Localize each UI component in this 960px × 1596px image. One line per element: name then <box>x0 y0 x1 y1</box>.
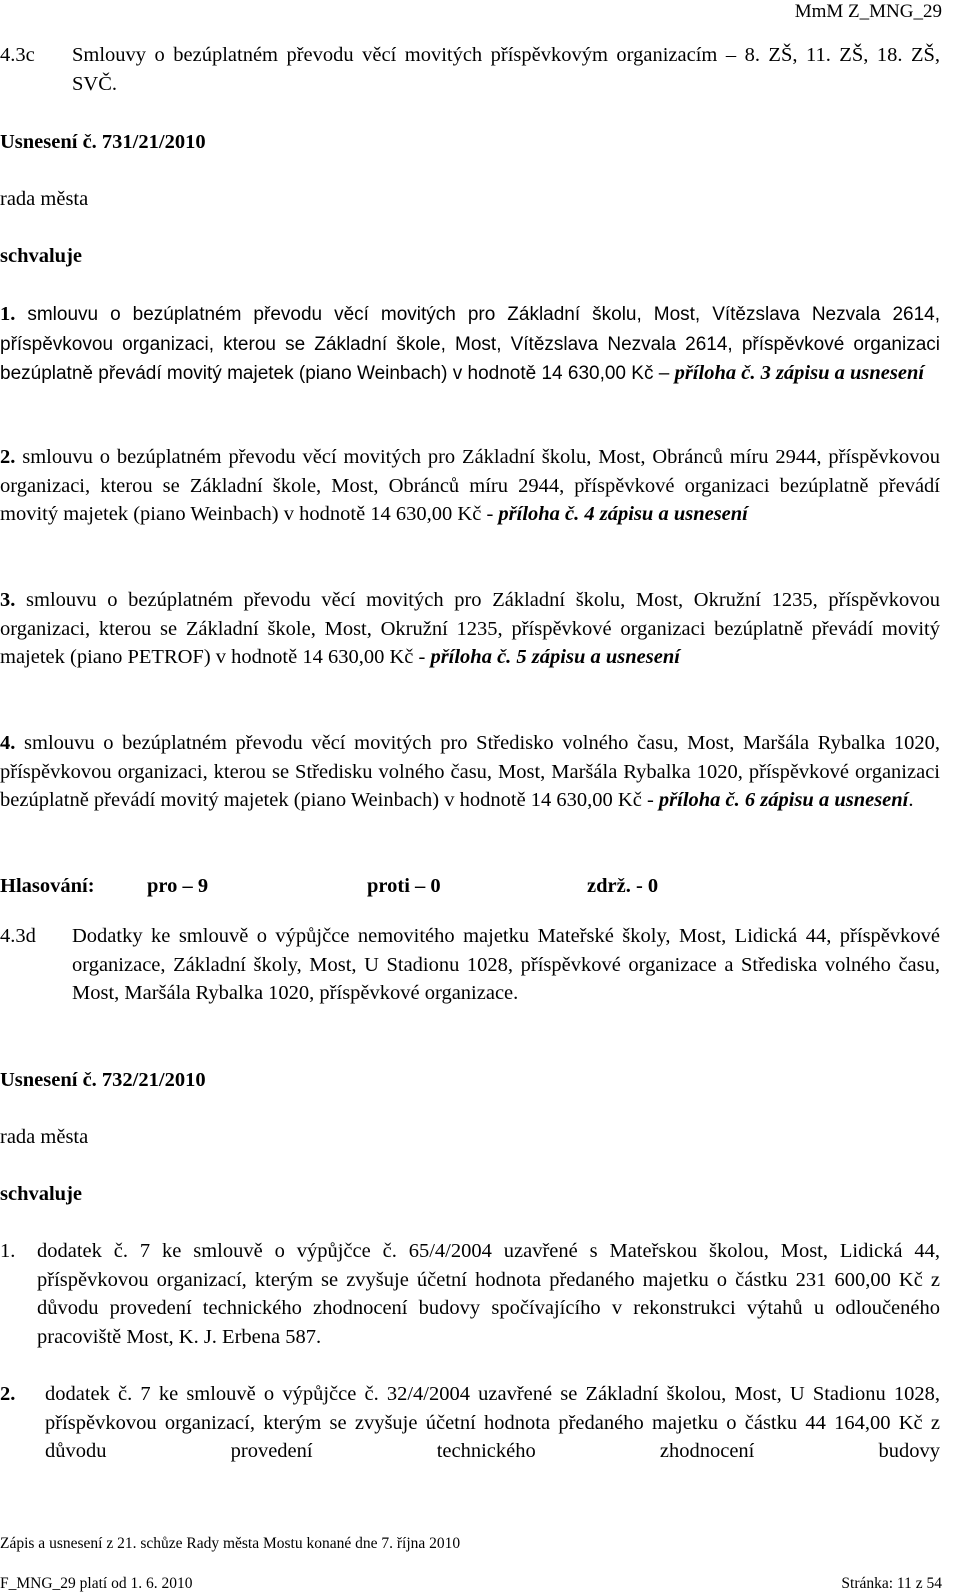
resolution-item-4 <box>0 729 940 815</box>
item-number: 4. <box>0 732 16 754</box>
section-title: Smlouvy o bezúplatném převodu věcí movitých příspěvkovým organizacím – 8. ZŠ, 11. ZŠ, 18. ZŠ, SVČ. <box>72 44 940 95</box>
item-text: dodatek č. 7 ke smlouvě o výpůjčce č. 65/4/2004 uzavřené s Mateřskou školou, Most, Lidická 44, příspěvkovou organizací, kterým se zvyšuje účetní hodnota předaného majetku o částku 231 600,00 Kč z důvodu provedení technického zhodnocení budovy spočívajícího v rekonstrukci výtahů u odloučeného pracoviště Most, K. J. Erbena 587. <box>37 1240 940 1348</box>
resolution-item-1 <box>0 300 940 389</box>
section-number: 4.3c <box>0 44 35 66</box>
item-text: dodatek č. 7 ke smlouvě o výpůjčce č. 32/4/2004 uzavřené se Základní školou, Most, U Stadionu 1028, příspěvkovou organizací, kterým se zvyšuje účetní hodnota předaného majetku o částku 44 164,00 Kč z důvodu provedení technického zhodnocení budovy <box>45 1383 940 1462</box>
vote-abstain: zdrž. - 0 <box>587 875 659 897</box>
resolution-body: rada města <box>0 188 89 210</box>
resolution-item-1 <box>0 1237 940 1351</box>
item-number: 3. <box>0 589 16 611</box>
vote-for: pro – 9 <box>147 875 209 897</box>
section-heading-4-3d <box>0 922 940 1038</box>
item-text: smlouvu o bezúplatném převodu věcí movitých pro Základní školu, Most, Obránců míru 2944, příspěvkovou organizaci, kterou se Základní škole, Most, Obránců míru 2944, příspěvkové organizaci bezúplatně převádí movitý majetek (piano Weinbach) v hodnotě 14 630,00 Kč - <box>0 446 940 525</box>
section-title: Dodatky ke smlouvě o výpůjčce nemovitého majetku Mateřské školy, Most, Lidická 44, příspěvkové organizace, Základní školy, Most, U Stadionu 1028, příspěvkové organizace a Střediska volného času, Most, Maršála Rybalka 1020, příspěvkové organizace. <box>72 925 940 1004</box>
footer-validity: F_MNG_29 platí od 1. 6. 2010 <box>0 1575 193 1592</box>
item-text: smlouvu o bezúplatném převodu věcí movitých pro Středisko volného času, Most, Maršála Rybalka 1020, příspěvkovou organizaci, kterou se Středisku volného času, Most, Maršála Rybalka 1020, příspěvkové organizaci bezúplatně převádí movitý majetek (piano Weinbach) v hodnotě 14 630,00 Kč - <box>0 732 940 811</box>
resolution-body: rada města <box>0 1126 89 1148</box>
resolution-label: Usnesení č. 731/21/2010 <box>0 131 206 153</box>
resolution-label: Usnesení č. 732/21/2010 <box>0 1069 206 1091</box>
item-number: 2. <box>0 1383 16 1405</box>
footer-minutes: Zápis a usnesení z 21. schůze Rady města Mostu konané dne 7. října 2010 <box>0 1535 461 1552</box>
attachment-ref: příloha č. 3 zápisu a usnesení <box>674 362 925 384</box>
page-number: Stránka: 11 z 54 <box>841 1575 942 1592</box>
resolution-verb: schvaluje <box>0 1183 82 1205</box>
section-number: 4.3d <box>0 925 36 947</box>
vote-label: Hlasování: <box>0 875 95 897</box>
resolution-item-2 <box>0 1380 940 1466</box>
item-text: smlouvu o bezúplatném převodu věcí movitých pro Základní školu, Most, Vítězslava Nezvala 2614, příspěvkovou organizaci, kterou se Základní škole, Most, Vítězslava Nezvala 2614, příspěvkové organizaci bezúplatně převádí movitý majetek (piano Weinbach) v hodnotě 14 630,00 Kč – <box>0 304 940 384</box>
item-number: 1. <box>0 1240 16 1262</box>
resolution-item-2 <box>0 443 940 529</box>
item-tail: . <box>908 789 914 811</box>
item-number: 2. <box>0 446 16 468</box>
section-heading-4-3c <box>0 41 940 99</box>
document-code: MmM Z_MNG_29 <box>794 1 942 22</box>
resolution-verb: schvaluje <box>0 245 82 267</box>
attachment-ref: příloha č. 6 zápisu a usnesení <box>658 789 909 811</box>
attachment-ref: příloha č. 5 zápisu a usnesení <box>430 646 680 668</box>
item-number: 1. <box>0 303 16 325</box>
vote-against: proti – 0 <box>367 875 441 897</box>
attachment-ref: příloha č. 4 zápisu a usnesení <box>498 503 748 525</box>
voting-result <box>0 872 940 901</box>
item-text: smlouvu o bezúplatném převodu věcí movitých pro Základní školu, Most, Okružní 1235, příspěvkovou organizaci, kterou se Základní škole, Most, Okružní 1235, příspěvkové organizaci bezúplatně převádí movitý majetek (piano PETROF) v hodnotě 14 630,00 Kč - <box>0 589 940 668</box>
resolution-item-3 <box>0 586 940 672</box>
